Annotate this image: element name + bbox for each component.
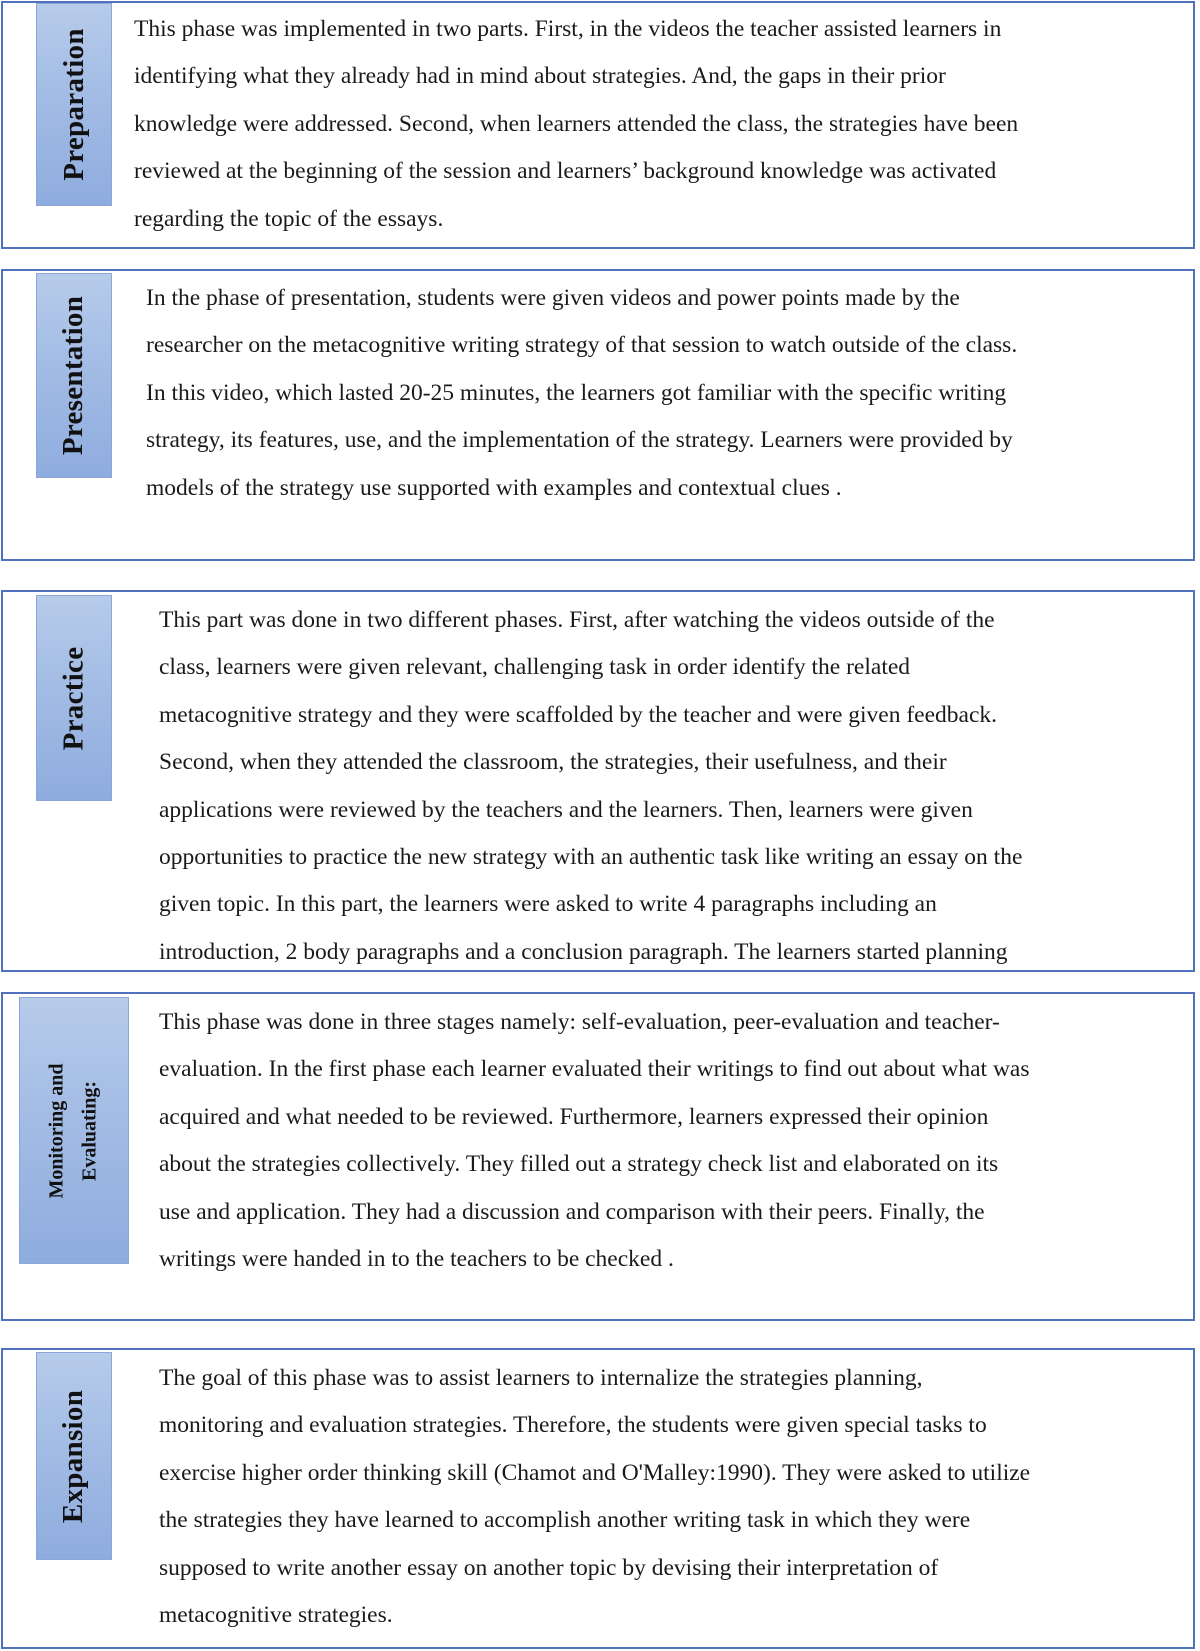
text-line: strategy, its features, use, and the implementation of the strategy. Learners were provided by (146, 427, 1013, 454)
phase-label-expansion: Expansion (57, 1389, 90, 1523)
phase-tab-presentation (36, 273, 112, 478)
text-line: metacognitive strategy and they were scaffolded by the teacher and were given feedback. (159, 701, 998, 728)
phase-tab-monitoring-evaluating (19, 997, 129, 1264)
text-line: knowledge were addressed. Second, when learners attended the class, the strategies have been (134, 110, 1019, 137)
phase-text-expansion (159, 1355, 1030, 1639)
phase-box-preparation (1, 1, 1195, 249)
text-line: exercise higher order thinking skill (Chamot and O'Malley:1990). They were asked to utilize (159, 1459, 1031, 1486)
text-line: In the phase of presentation, students were given videos and power points made by the (146, 285, 960, 311)
text-line: class, learners were given relevant, challenging task in order identify the related (159, 654, 911, 681)
text-line: researcher on the metacognitive writing strategy of that session to watch outside of the class. (146, 332, 1018, 359)
phase-text-preparation (134, 6, 1018, 243)
text-line: The goal of this phase was to assist learners to internalize the strategies planning, (159, 1365, 923, 1391)
phase-text-monitoring-evaluating (159, 999, 1030, 1283)
text-line: introduction, 2 body paragraphs and a conclusion paragraph. The learners started planning (159, 938, 1008, 965)
text-line: about the strategies collectively. They filled out a strategy check list and elaborated on its (159, 1151, 999, 1178)
phase-text-practice (159, 597, 1022, 976)
text-line: regarding the topic of the essays. (134, 205, 444, 232)
text-line: evaluation. In the first phase each learner evaluated their writings to find out about what was (159, 1056, 1030, 1083)
text-line: This part was done in two different phases. First, after watching the videos outside of the (159, 607, 995, 633)
phase-box-expansion (1, 1348, 1195, 1649)
text-line: models of the strategy use supported with examples and contextual clues . (146, 474, 842, 501)
phase-box-practice (1, 590, 1195, 972)
text-line: reviewed at the beginning of the session and learners’ background knowledge was activated (134, 158, 997, 185)
text-line: use and application. They had a discussion and comparison with their peers. Finally, the (159, 1198, 985, 1225)
phase-label-presentation: Presentation (57, 295, 90, 456)
text-line: identifying what they already had in mind about strategies. And, the gaps in their prior (134, 63, 946, 90)
phase-text-presentation (146, 275, 1017, 512)
text-line: opportunities to practice the new strategy with an authentic task like writing an essay on the (159, 844, 1023, 871)
text-line: applications were reviewed by the teachers and the learners. Then, learners were given (159, 796, 973, 823)
text-line: In this video, which lasted 20-25 minutes, the learners got familiar with the specific writing (146, 379, 1007, 406)
text-line: Second, when they attended the classroom, the strategies, their usefulness, and their (159, 749, 947, 776)
phase-box-presentation (1, 269, 1195, 561)
text-line: supposed to write another essay on another topic by devising their interpretation of (159, 1554, 939, 1581)
phase-tab-preparation (36, 3, 112, 206)
phase-tab-practice (36, 595, 112, 801)
text-line: metacognitive strategies. (159, 1602, 393, 1629)
text-line: This phase was implemented in two parts. First, in the videos the teacher assisted learners in (134, 16, 1002, 42)
phase-label-line-1: Monitoring and (46, 1062, 68, 1199)
phase-label-practice: Practice (57, 646, 90, 750)
phase-label-monitoring-evaluating (41, 1063, 107, 1198)
text-line: acquired and what needed to be reviewed. Furthermore, learners expressed their opinion (159, 1103, 989, 1130)
text-line: writings were handed in to the teachers to be checked . (159, 1246, 674, 1273)
phase-tab-expansion (36, 1352, 112, 1560)
phase-box-monitoring-evaluating (1, 992, 1195, 1321)
text-line: the strategies they have learned to accomplish another writing task in which they were (159, 1507, 971, 1534)
text-line: This phase was done in three stages namely: self-evaluation, peer-evaluation and teacher- (159, 1009, 1000, 1035)
text-line: monitoring and evaluation strategies. Therefore, the students were given special tasks to (159, 1412, 987, 1439)
text-line: given topic. In this part, the learners were asked to write 4 paragraphs including an (159, 891, 937, 918)
phase-label-preparation: Preparation (57, 28, 90, 181)
phase-label-line-2: Evaluating: (79, 1080, 101, 1181)
